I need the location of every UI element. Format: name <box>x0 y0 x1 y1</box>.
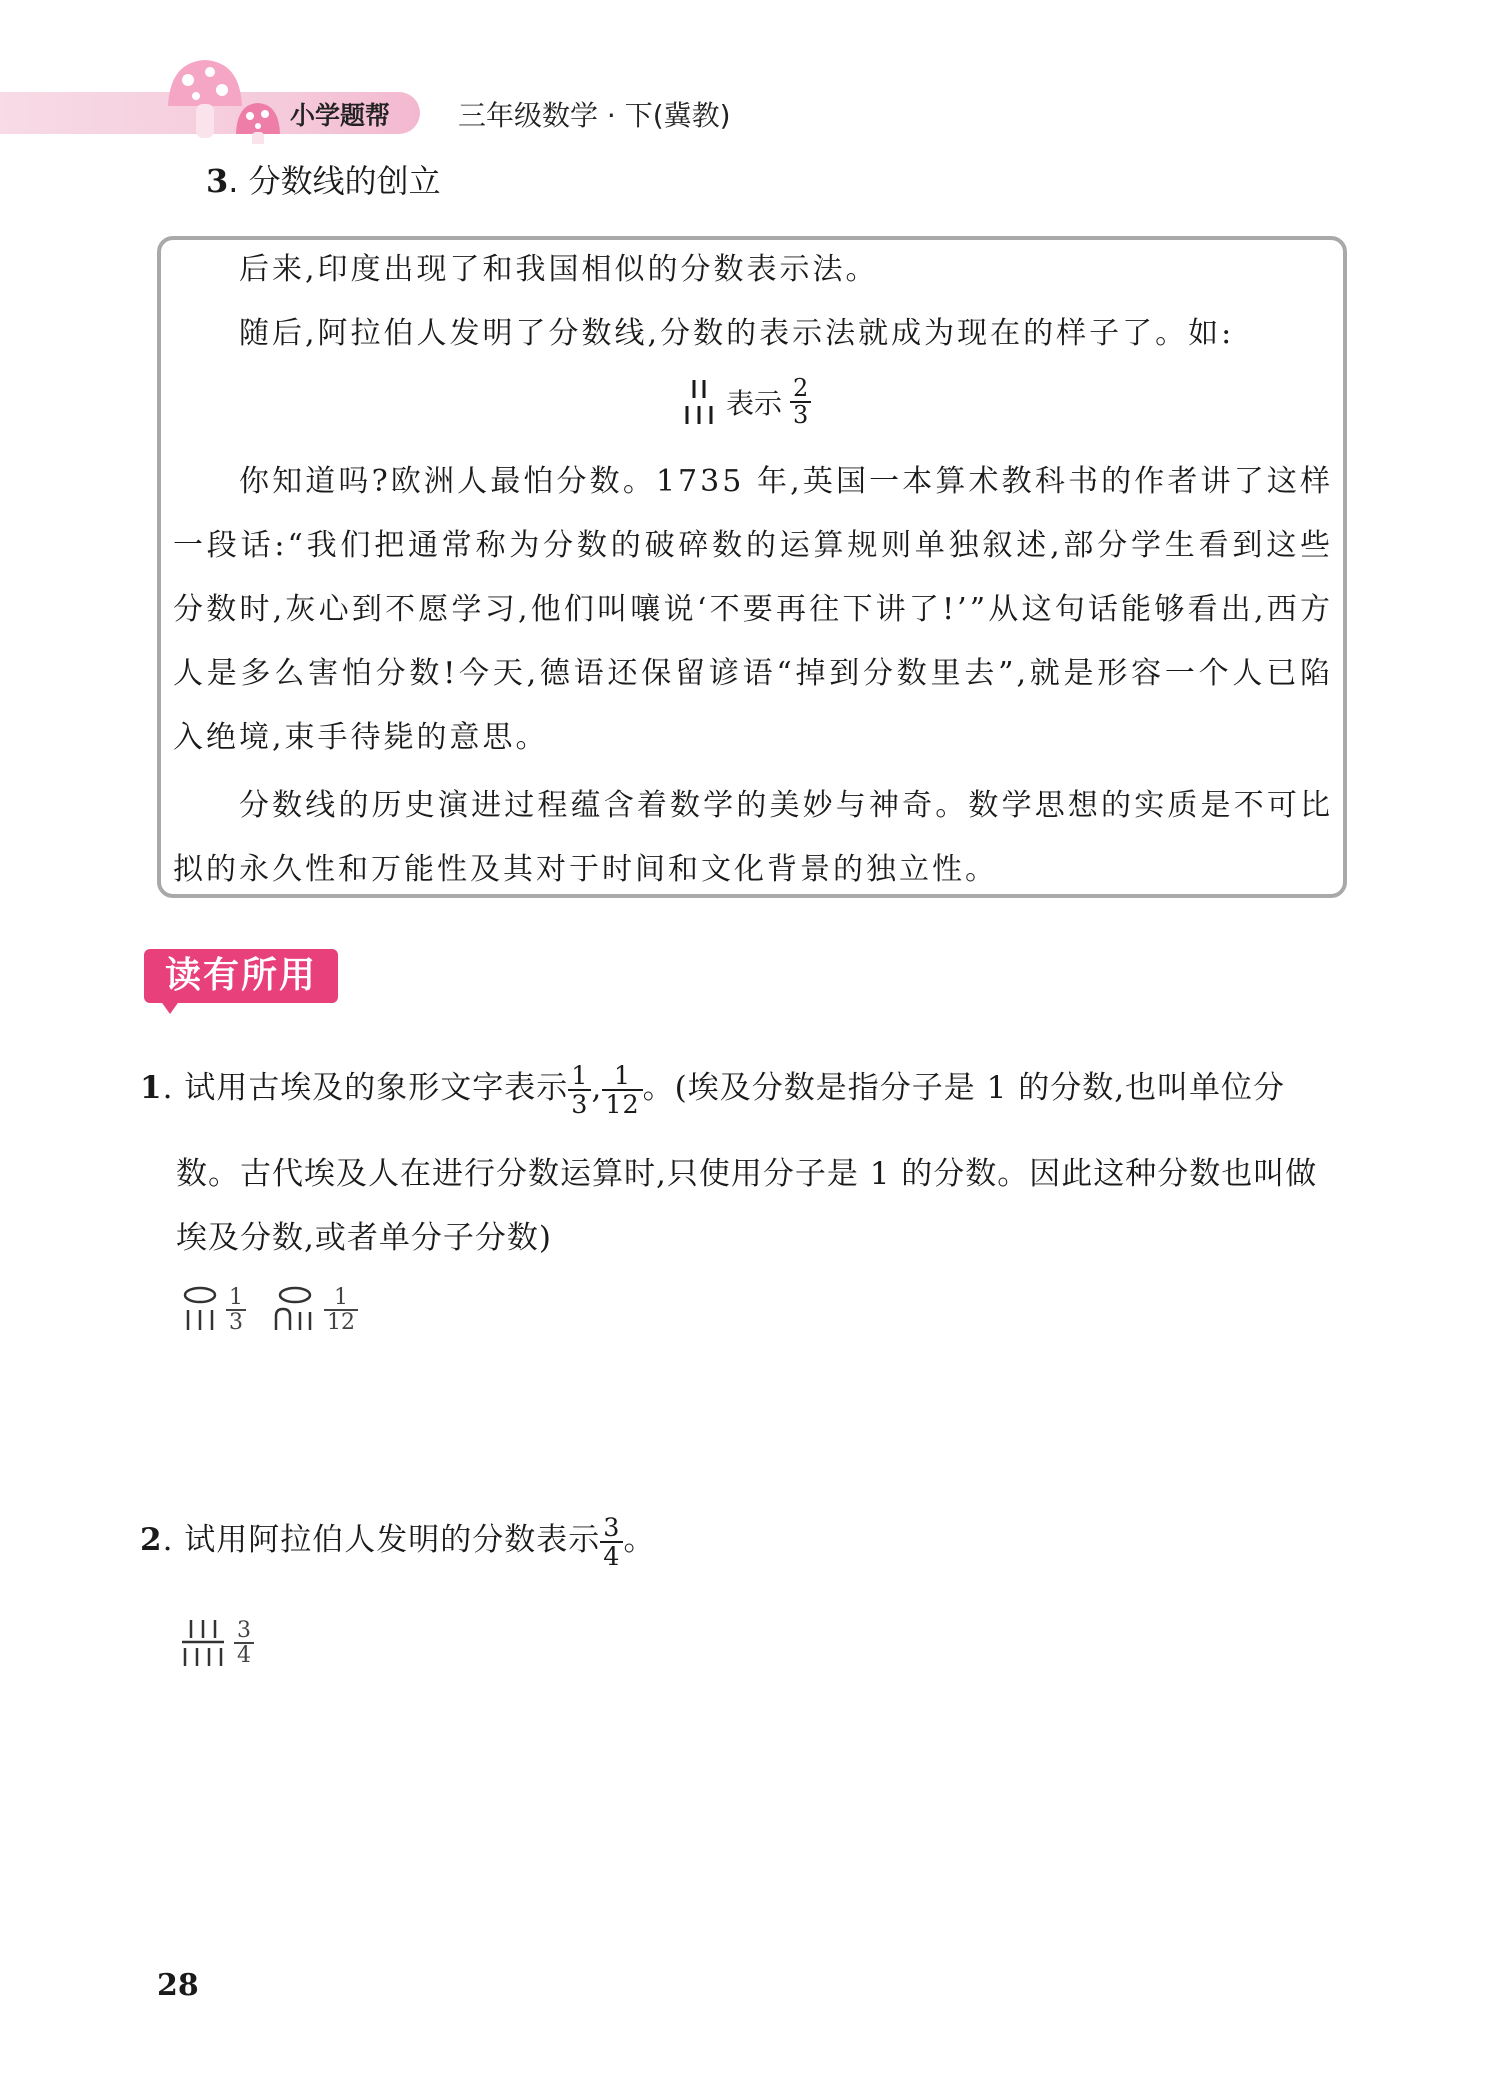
denominator: 3 <box>229 1310 243 1335</box>
denominator: 12 <box>605 1088 640 1119</box>
page-number: 28 <box>157 1968 199 2003</box>
reading-paragraph-4: 分数线的历史演进过程蕴含着数学的美妙与神奇。数学思想的实质是不可比拟的永久性和万能性及其对于时间和文化背景的独立性。 <box>173 788 1333 887</box>
example-fraction <box>790 376 811 428</box>
numerator: 1 <box>568 1062 591 1091</box>
question-1-answer <box>180 1284 358 1336</box>
denominator: 12 <box>327 1310 355 1335</box>
series-title: 小学题帮 <box>290 101 391 130</box>
egyptian-one-third-icon <box>180 1284 220 1336</box>
section-number: 3 <box>206 162 229 200</box>
answer-three-quarters <box>180 1616 254 1670</box>
question-2-number: 2 <box>140 1522 163 1558</box>
answer-fraction-1 <box>226 1286 246 1334</box>
section-tag: 读有所用 <box>144 949 338 1003</box>
book-title: 三年级数学 · 下(冀教) <box>458 99 731 132</box>
numerator: 1 <box>324 1286 358 1311</box>
separator: , <box>591 1070 603 1106</box>
tally-two-over-three-icon <box>682 376 718 428</box>
question-1-line-3: 埃及分数,或者单分子分数) <box>176 1220 552 1256</box>
answer-fraction-2 <box>324 1286 358 1334</box>
question-2-text-end: 。 <box>623 1522 656 1558</box>
numerator: 3 <box>600 1514 623 1543</box>
example-denominator: 3 <box>793 401 809 430</box>
question-1-number: 1 <box>140 1070 163 1106</box>
question-1-fraction-1 <box>568 1059 591 1119</box>
denominator: 3 <box>571 1088 589 1119</box>
question-1-text-cont: 。(埃及分数是指分子是 1 的分数,也叫单位分 <box>642 1070 1286 1106</box>
question-2-text: . 试用阿拉伯人发明的分数表示 <box>162 1522 601 1558</box>
question-1-text: . 试用古埃及的象形文字表示 <box>162 1070 569 1106</box>
reading-paragraph-2: 随后,阿拉伯人发明了分数线,分数的表示法就成为现在的样子了。如: <box>239 316 1235 351</box>
question-1-line-2: 数。古代埃及人在进行分数运算时,只使用分子是 1 的分数。因此这种分数也叫做 <box>176 1156 1318 1192</box>
section-title <box>206 156 441 202</box>
denominator: 4 <box>603 1540 621 1571</box>
mushroom-icon <box>160 54 285 144</box>
question-1-line-1 <box>140 1056 1370 1120</box>
example-numerator: 2 <box>790 376 811 403</box>
answer-fraction <box>234 1619 254 1667</box>
question-2-fraction <box>600 1511 623 1571</box>
section-title-text: . 分数线的创立 <box>228 162 441 200</box>
reading-paragraph-1: 后来,印度出现了和我国相似的分数表示法。 <box>239 252 879 287</box>
tally-three-over-four-icon <box>180 1616 226 1670</box>
answer-one-twelfth <box>272 1284 358 1336</box>
question-2-line <box>140 1508 655 1572</box>
egyptian-one-twelfth-icon <box>272 1284 318 1336</box>
numerator: 3 <box>234 1619 254 1644</box>
example-label: 表示 <box>726 387 783 421</box>
numerator: 1 <box>602 1062 642 1091</box>
answer-one-third <box>180 1284 246 1336</box>
denominator: 4 <box>237 1643 251 1668</box>
question-1-fraction-2 <box>602 1059 642 1119</box>
section-tag-tail <box>160 1000 180 1014</box>
fraction-example <box>682 376 811 428</box>
question-2-answer <box>180 1616 254 1670</box>
reading-paragraph-3: 你知道吗?欧洲人最怕分数。1735 年,英国一本算术教科书的作者讲了这样一段话:“我们把通常称为分数的破碎数的运算规则单独叙述,部分学生看到这些分数时,灰心到不愿学习,他们叫嚷说‘不要再往下讲了!’”从这句话能够看出,西方人是多么害怕分数!今天,德语还保留谚语“掉到分数里去”,就是形容一个人已陷入绝境,束手待毙的意思。 <box>173 464 1333 755</box>
numerator: 1 <box>226 1286 246 1311</box>
